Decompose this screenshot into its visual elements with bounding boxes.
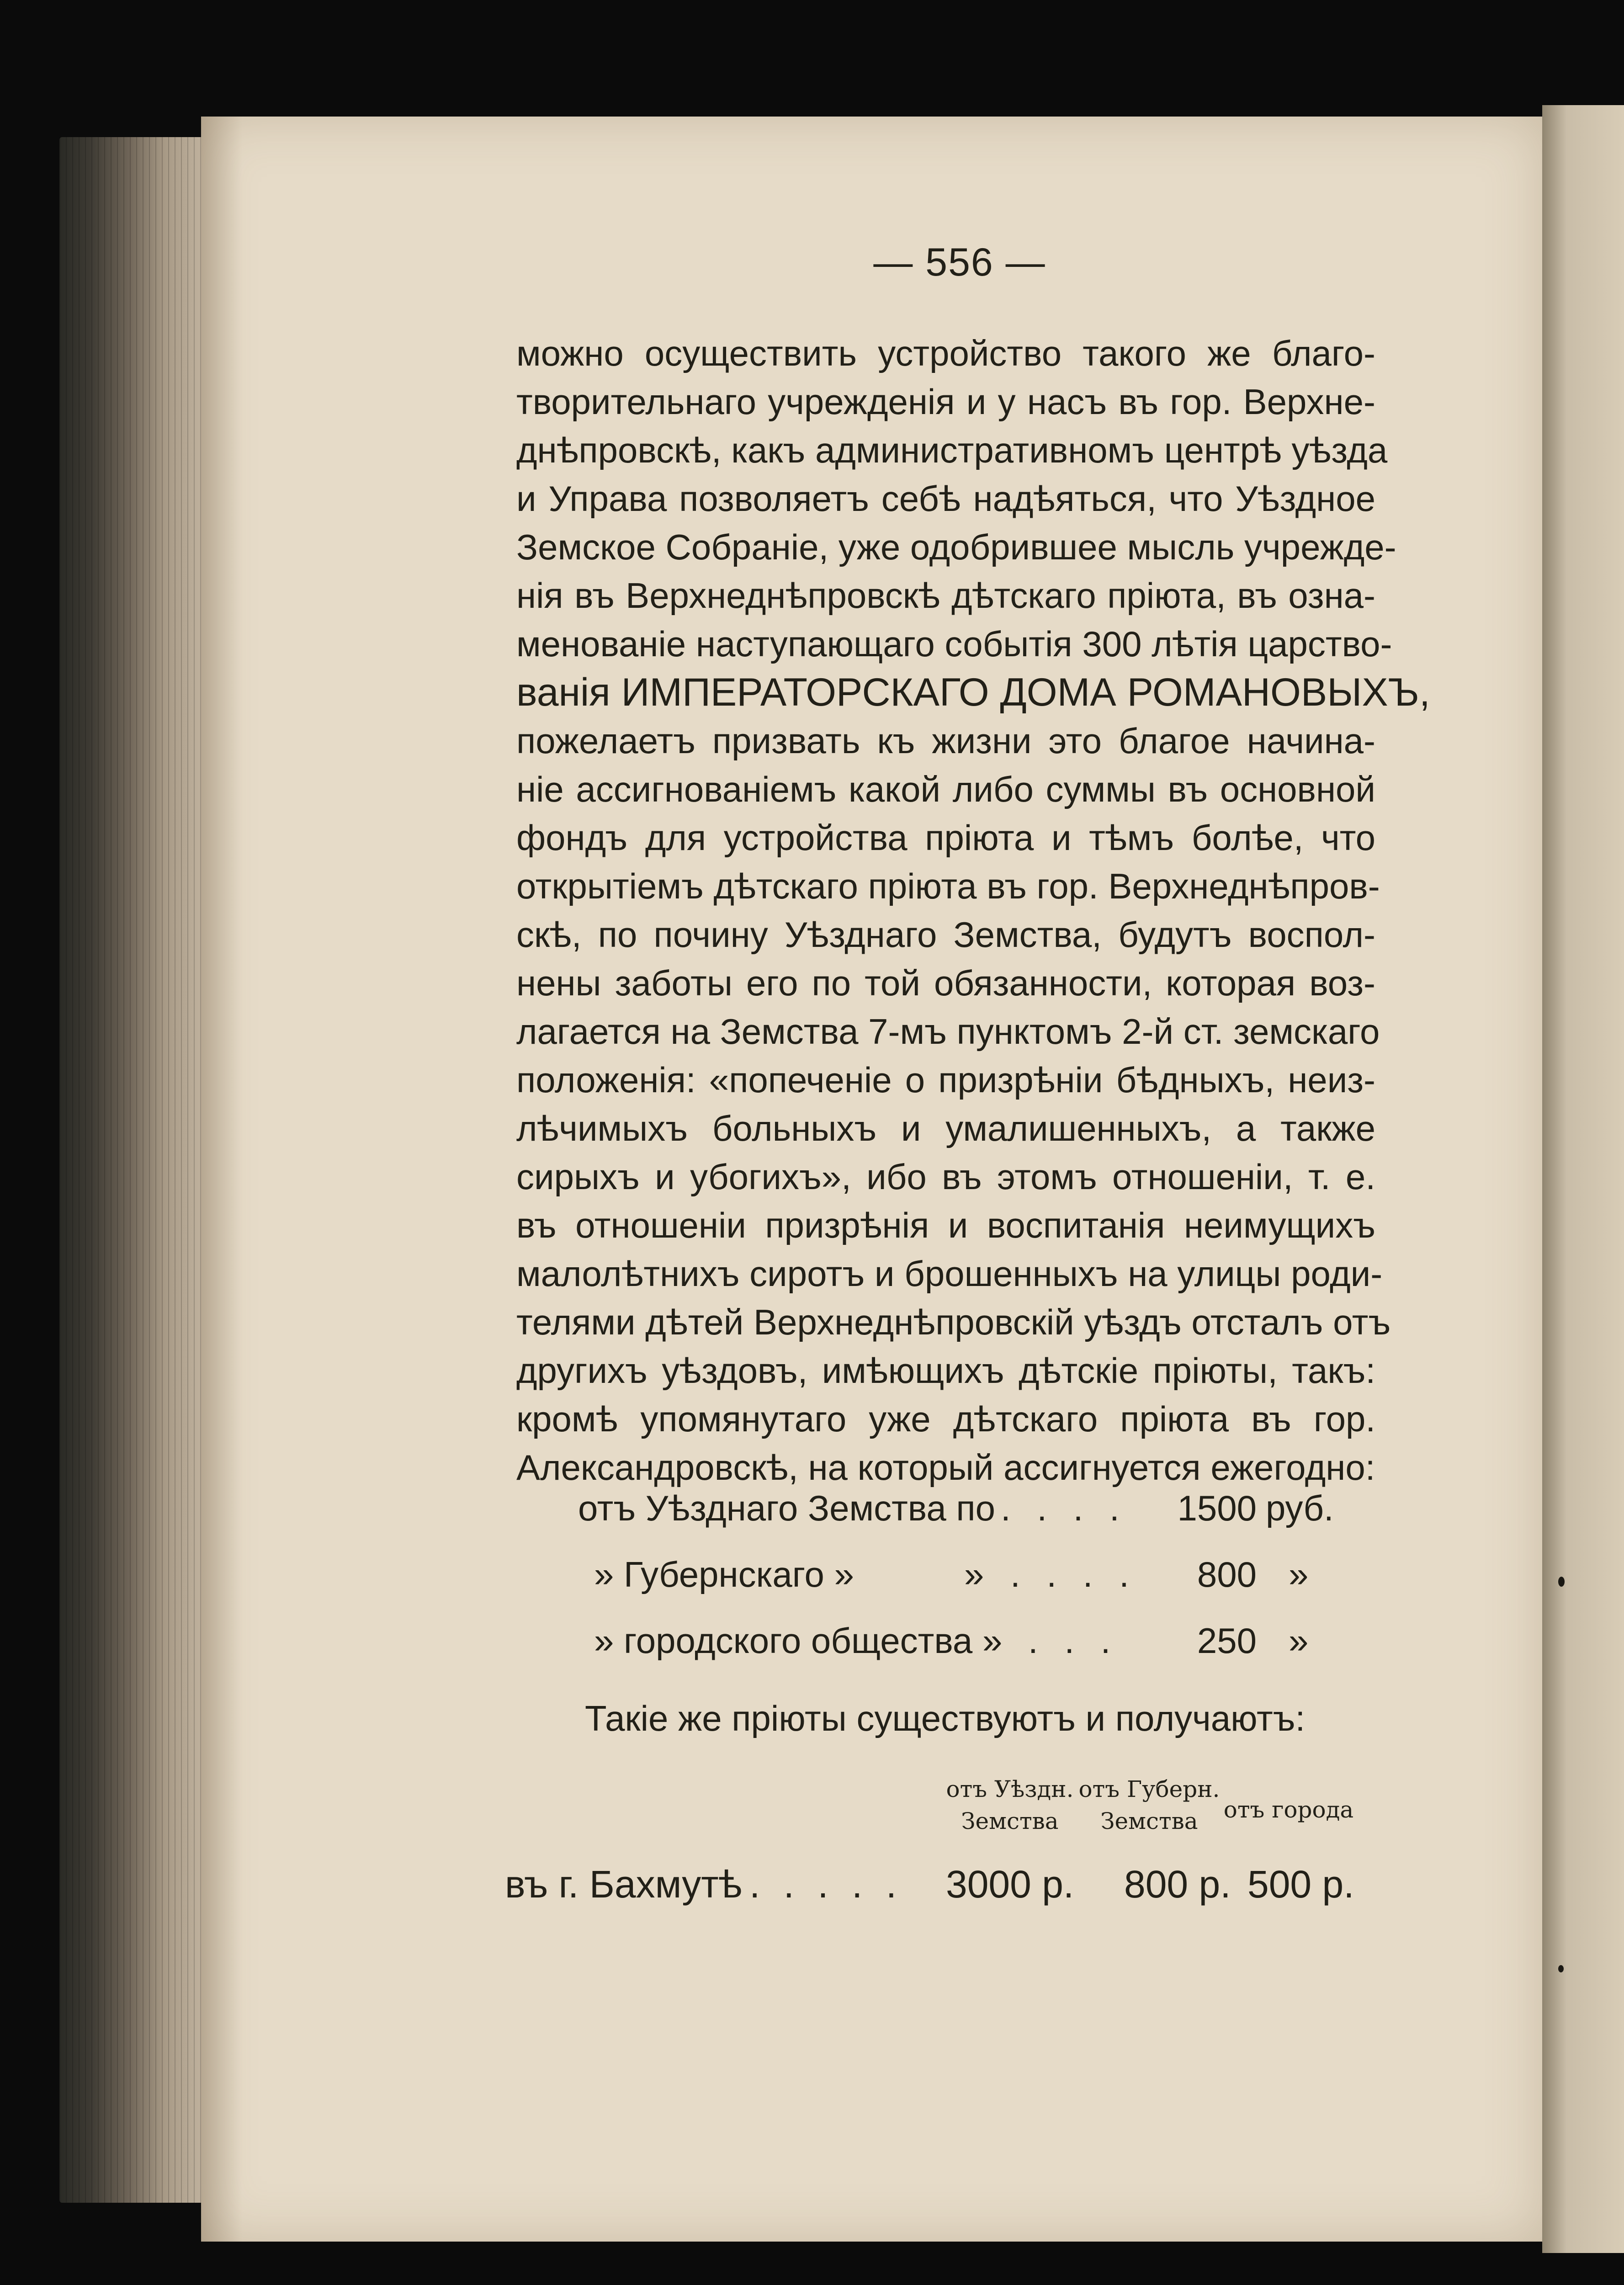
column-header: отъ города (1223, 1796, 1354, 1823)
text-line: пожелаетъ призвать къ жизни это благое начина- (516, 721, 1375, 761)
text-line: малолѣтнихъ сиротъ и брошенныхъ на улицы роди- (516, 1254, 1383, 1294)
subsidy-amount: 1500 (1177, 1488, 1257, 1528)
text-line: можно осуществить устройство такого же благо- (516, 333, 1375, 373)
leader-dots: . . . . . (749, 1863, 903, 1906)
leader-dots: . . . (1028, 1621, 1119, 1661)
text-line: лѣчимыхъ больныхъ и умалишенныхъ, а также (516, 1108, 1375, 1148)
text-line: положенія: «попеченіе о призрѣніи бѣдныхъ, неиз- (516, 1060, 1375, 1100)
book-page-stack (59, 137, 210, 2203)
table-cell: 500 р. (1247, 1863, 1354, 1906)
text-line: открытіемъ дѣтскаго пріюта въ гор. Верхнеднѣпров- (516, 866, 1380, 906)
table-cell: 3000 р. (946, 1863, 1074, 1906)
subsidy-label: отъ Уѣзднаго Земства по (578, 1488, 996, 1528)
subsidy-unit: » (1289, 1554, 1309, 1594)
subsidy-label: » Губернскаго » (594, 1554, 854, 1594)
text-line: фондъ для устройства пріюта и тѣмъ болѣе, что (516, 818, 1375, 858)
table-cell: 800 р. (1124, 1863, 1231, 1906)
text-line: ніе ассигнованіемъ какой либо суммы въ основной (516, 769, 1375, 809)
text-line: кромѣ упомянутаго уже дѣтскаго пріюта въ гор. (516, 1399, 1375, 1439)
leader-dots: . . . . (1001, 1488, 1128, 1528)
text-line: ванія ИМПЕРАТОРСКАГО ДОМА РОМАНОВЫХЪ, (516, 670, 1430, 714)
text-line: днѣпровскѣ, какъ административномъ центрѣ уѣзда (516, 430, 1388, 470)
text-line: Александровскѣ, на который ассигнуется ежегодно: (516, 1447, 1375, 1488)
table-row-place: въ г. Бахмутѣ (505, 1863, 743, 1906)
subsidy-amount: 800 (1197, 1554, 1257, 1594)
text-line: телями дѣтей Верхнеднѣпровскій уѣздъ отсталъ отъ (516, 1302, 1391, 1342)
ink-speck (1558, 1577, 1565, 1587)
page-number: — 556 — (873, 240, 1046, 284)
subsidy-unit: » (1289, 1621, 1309, 1661)
text-line: нены заботы его по той обязанности, которая воз- (516, 963, 1375, 1003)
text-line: другихъ уѣздовъ, имѣющихъ дѣтскіе пріюты, такъ: (516, 1350, 1375, 1391)
text-line: и Управа позволяетъ себѣ надѣяться, что Уѣздное (516, 478, 1375, 519)
text-line: Земское Собраніе, уже одобрившее мысль учрежде- (516, 527, 1396, 567)
text-line: творительнаго учрежденія и у насъ въ гор. Верхне- (516, 382, 1375, 422)
column-header: отъ Уѣздн. Земства (946, 1776, 1074, 1834)
section-intro: Такіе же пріюты существуютъ и получаютъ: (585, 1698, 1306, 1738)
leader-dots: » . . . . (964, 1554, 1137, 1594)
text-line: скѣ, по почину Уѣзднаго Земства, будутъ воспол- (516, 914, 1375, 955)
ink-speck (1558, 1965, 1564, 1972)
text-line: лагается на Земства 7-мъ пунктомъ 2-й ст. земскаго (516, 1011, 1380, 1052)
text-line: менованіе наступающаго событія 300 лѣтія царство- (516, 624, 1392, 664)
next-page-edge (1542, 105, 1624, 2253)
text-line: въ отношеніи призрѣнія и воспитанія неимущихъ (516, 1205, 1375, 1245)
subsidy-unit: руб. (1266, 1488, 1334, 1528)
body-paragraph (516, 329, 1430, 1492)
subsidy-label: » городского общества » (594, 1621, 1003, 1661)
text-line: нія въ Верхнеднѣпровскѣ дѣтскаго пріюта, въ озна- (516, 575, 1375, 616)
text-line: сирыхъ и убогихъ», ибо въ этомъ отношеніи, т. е. (516, 1157, 1375, 1197)
column-header: отъ Губерн. Земства (1078, 1776, 1220, 1834)
subsidy-amount: 250 (1197, 1621, 1257, 1661)
